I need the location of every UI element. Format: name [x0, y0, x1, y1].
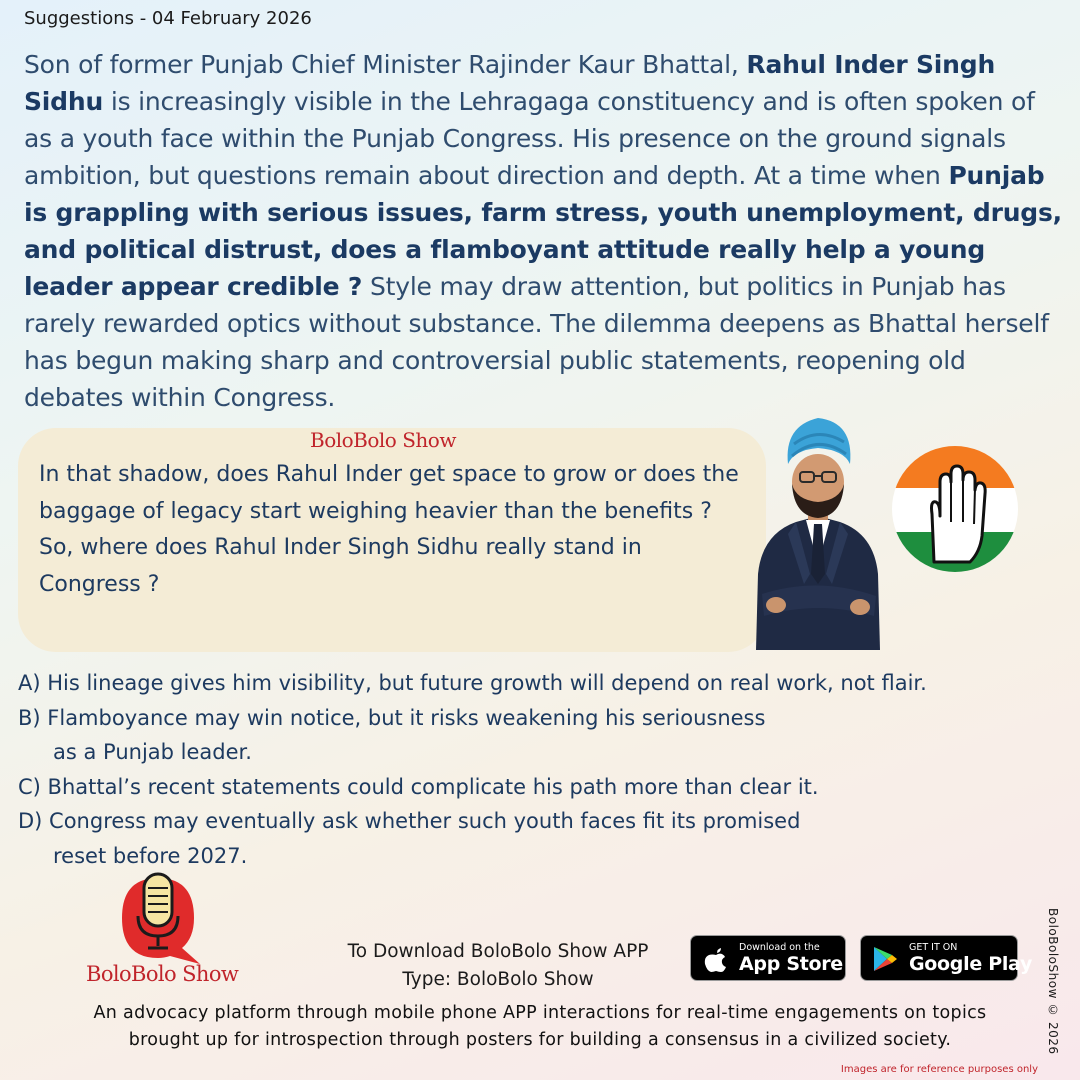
leader-caricature	[748, 404, 888, 650]
footer-brand-logo-text: BoloBolo Show	[86, 962, 239, 986]
microphone-icon	[108, 866, 218, 966]
app-store-label: App Store	[739, 953, 843, 975]
option-d-continued: reset before 2027.	[53, 843, 248, 868]
app-store-badge[interactable]	[690, 935, 846, 981]
intro-bold-2: Punjab is grappling with serious issues, farm stress, youth unemployment, drugs, and political distrust, does a flamboyant attitude really help a young leader appear credible ?	[24, 161, 1062, 301]
congress-hand-icon	[890, 444, 1020, 574]
app-store-caption: Download on the	[739, 942, 820, 953]
callout-brand-label: BoloBolo Show	[310, 428, 456, 452]
option-a: A) His lineage gives him visibility, but future growth will depend on real work, not flair.	[18, 671, 927, 695]
image-disclaimer: Images are for reference purposes only	[840, 1064, 1038, 1075]
google-play-caption: GET IT ON	[909, 942, 958, 953]
intro-text-1: Son of former Punjab Chief Minister Rajinder Kaur Bhattal,	[24, 50, 747, 79]
intro-bold-1: Rahul Inder Singh Sidhu	[24, 50, 996, 116]
callout-question	[39, 457, 749, 603]
google-play-icon	[871, 945, 899, 973]
advocacy-line-2: brought up for introspection through posters for building a consensus in a civilized society.	[128, 1030, 952, 1050]
advocacy-line-1: An advocacy platform through mobile phone APP interactions for real-time engagements on topics	[93, 1003, 987, 1023]
download-line-1: To Download BoloBolo Show APP	[347, 941, 649, 962]
advocacy-statement	[20, 1000, 1060, 1054]
intro-text-2: is increasingly visible in the Lehragaga constituency and is often spoken of as a youth face within the Punjab Congress. His presence on the ground signals ambition, but questions remain about direction and depth. At a time when	[24, 87, 1035, 190]
download-instructions	[320, 938, 676, 994]
intro-text-3: Style may draw attention, but politics in Punjab has rarely rewarded optics without substance. The dilemma deepens as Bhattal herself has begun making sharp and controversial public statements, reopening old debates within Congress.	[24, 272, 1049, 412]
google-play-label: Google Play	[909, 953, 1033, 975]
option-d: D) Congress may eventually ask whether such youth faces fit its promised	[18, 809, 801, 833]
download-line-2: Type: BoloBolo Show	[402, 969, 594, 990]
option-b: B) Flamboyance may win notice, but it risks weakening his seriousness	[18, 705, 766, 730]
option-c: C) Bhattal’s recent statements could complicate his path more than clear it.	[18, 774, 819, 799]
copyright-notice: BoloBoloShow © 2026	[1046, 908, 1060, 1055]
option-b-continued: as a Punjab leader.	[53, 740, 252, 764]
apple-icon	[703, 945, 729, 973]
google-play-badge[interactable]	[860, 935, 1033, 981]
intro-paragraph	[24, 46, 1064, 416]
callout-line-1: In that shadow, does Rahul Inder get space to grow or does the baggage of legacy start weighing heavier than the benefits ?	[39, 462, 739, 524]
callout-line-2: So, where does Rahul Inder Singh Sidhu really stand in Congress ?	[39, 535, 642, 597]
page-title: Suggestions - 04 February 2026	[24, 8, 312, 29]
answer-options	[18, 666, 1068, 873]
